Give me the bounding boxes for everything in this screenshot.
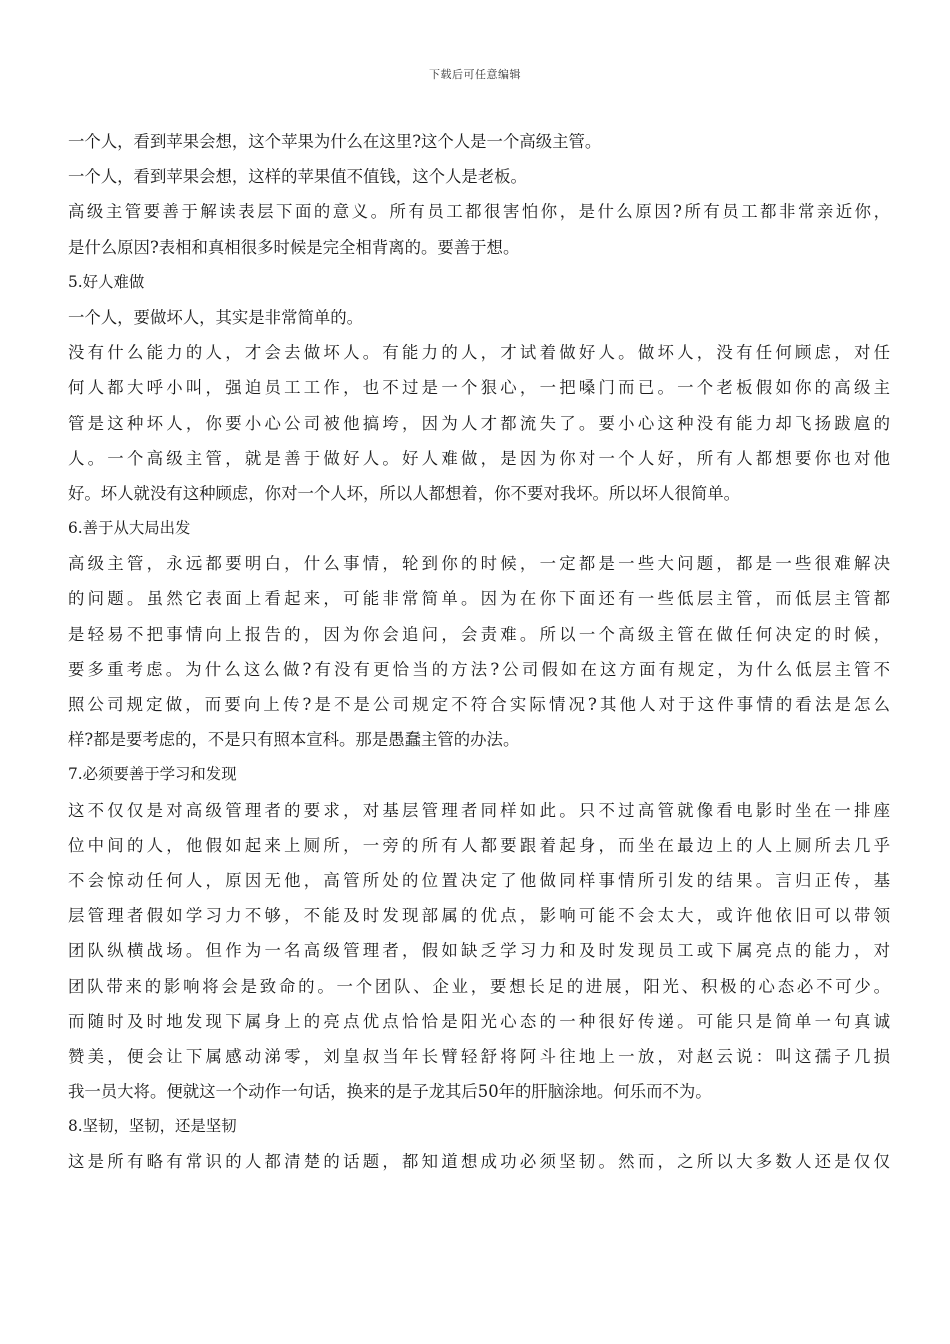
body-text-line: 一个人，要做坏人，其实是非常简单的。 xyxy=(68,307,364,327)
body-text-line: 不会惊动任何人，原因无他，高管所处的位置决定了他做同样事情所引发的结果。言归正传，基 xyxy=(68,870,890,890)
section-heading: 8.坚韧，坚韧，还是坚韧 xyxy=(68,1117,237,1136)
body-text-line: 团队纵横战场。但作为一名高级管理者，假如缺乏学习力和及时发现员工或下属亮点的能力，对 xyxy=(68,941,890,961)
body-text-line: 是轻易不把事情向上报告的，因为你会追问，会责难。所以一个高级主管在做任何决定的时候， xyxy=(68,624,890,644)
body-text-line: 而随时及时地发现下属身上的亮点优点恰恰是阳光心态的一种很好传递。可能只是简单一句真诚 xyxy=(68,1011,890,1031)
section-heading: 6.善于从大局出发 xyxy=(68,519,191,538)
body-text-line: 照公司规定做，而要向上传?是不是公司规定不符合实际情况?其他人对于这件事情的看法是怎么 xyxy=(68,695,890,714)
section-heading: 7.必须要善于学习和发现 xyxy=(68,765,237,784)
body-text-line: 要多重考虑。为什么这么做?有没有更恰当的方法?公司假如在这方面有规定，为什么低层主管不 xyxy=(68,659,890,679)
document-body xyxy=(68,124,890,1180)
body-text-line: 是什么原因?表相和真相很多时候是完全相背离的。要善于想。 xyxy=(68,237,520,257)
body-text-line: 层管理者假如学习力不够，不能及时发现部属的优点，影响可能不会太大，或许他依旧可以带领 xyxy=(68,906,890,926)
body-text-line: 赞美，便会让下属感动涕零，刘皇叔当年长臂轻舒将阿斗往地上一放，对赵云说：叫这孺子几损 xyxy=(68,1046,890,1066)
body-text-line: 的问题。虽然它表面上看起来，可能非常简单。因为在你下面还有一些低层主管，而低层主管都 xyxy=(68,589,890,609)
body-text-line: 没有什么能力的人，才会去做坏人。有能力的人，才试着做好人。做坏人，没有任何顾虑，对任 xyxy=(68,343,890,363)
body-text-line: 好。坏人就没有这种顾虑，你对一个人坏，所以人都想着，你不要对我坏。所以坏人很简单。 xyxy=(68,483,741,503)
section-heading: 5.好人难做 xyxy=(68,272,145,291)
body-text-line: 高级主管要善于解读表层下面的意义。所有员工都很害怕你，是什么原因?所有员工都非常亲近你， xyxy=(68,202,890,222)
body-text-line: 人。一个高级主管，就是善于做好人。好人难做，是因为你对一个人好，所有人都想要你也对他 xyxy=(68,448,890,468)
body-text-line: 我一员大将。便就这一个动作一句话，换来的是子龙其后50年的肝脑涂地。何乐而不为。 xyxy=(68,1082,712,1102)
body-text-line: 一个人，看到苹果会想，这个苹果为什么在这里?这个人是一个高级主管。 xyxy=(68,132,602,151)
body-text-line: 团队带来的影响将会是致命的。一个团队、企业，要想长足的进展，阳光、积极的心态必不可少。 xyxy=(68,976,890,996)
body-text-line: 一个人，看到苹果会想，这样的苹果值不值钱，这个人是老板。 xyxy=(68,167,527,187)
body-text-line: 位中间的人，他假如起来上厕所，一旁的所有人都要跟着起身，而坐在最边上的人上厕所去几乎 xyxy=(68,835,890,855)
body-text-line: 这不仅仅是对高级管理者的要求，对基层管理者同样如此。只不过高管就像看电影时坐在一排座 xyxy=(68,800,890,820)
page-header-note: 下载后可任意编辑 xyxy=(429,68,521,81)
body-text-line: 样?都是要考虑的，不是只有照本宣科。那是愚蠢主管的办法。 xyxy=(68,730,520,750)
body-text-line: 何人都大呼小叫，强迫员工工作，也不过是一个狠心，一把嗓门而已。一个老板假如你的高级主 xyxy=(68,378,890,398)
body-text-line: 高级主管，永远都要明白，什么事情，轮到你的时候，一定都是一些大问题，都是一些很难解决 xyxy=(68,554,890,574)
body-text-line: 这是所有略有常识的人都清楚的话题，都知道想成功必须坚韧。然而，之所以大多数人还是仅仅 xyxy=(68,1152,890,1172)
body-text-line: 管是这种坏人，你要小心公司被他搞垮，因为人才都流失了。要小心这种没有能力却飞扬跋扈的 xyxy=(68,413,890,433)
